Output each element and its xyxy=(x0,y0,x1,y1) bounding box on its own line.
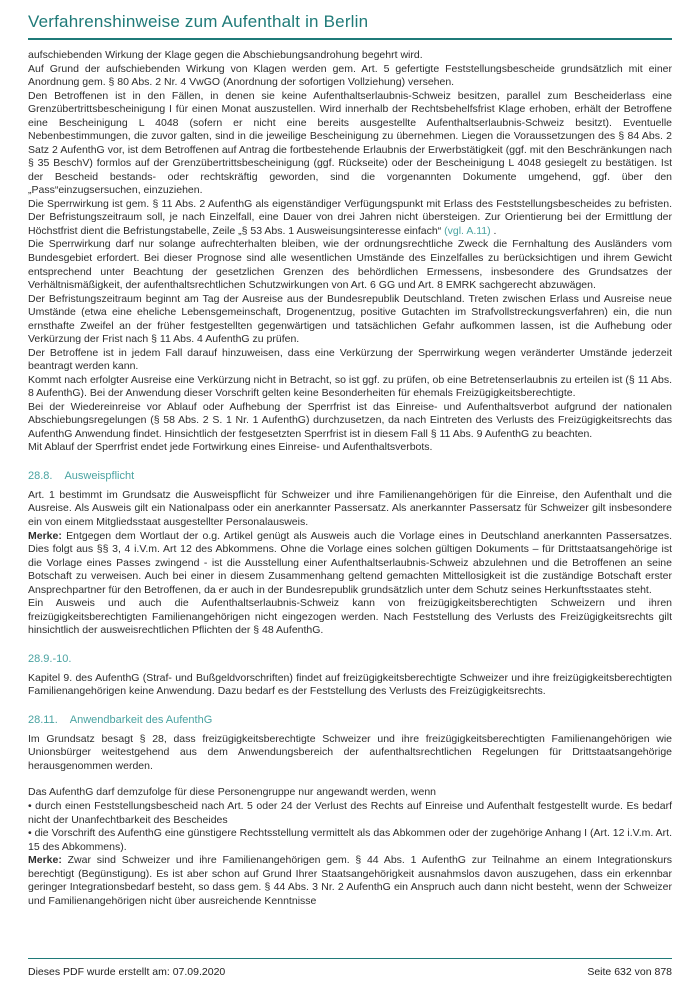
section-heading-28-11 xyxy=(28,714,672,726)
paragraph-with-reference xyxy=(28,198,672,239)
reference-link-a11[interactable]: (vgl. A.11) xyxy=(444,224,491,237)
paragraph: Der Befristungszeitraum beginnt am Tag der Ausreise aus der Bundesrepublik Deutschland. Treten zwischen Erlass und Ausreise neue Umstände (etwa eine eheliche Lebensgemeinschaft, Drogenentzug, positive Gutachten im Strafvollstreckungsverfahren) ein, die nun ernsthafte Zweifel an der früher festgestellten gegenwärtigen und tatsächlichen Gefahr aufkommen lassen, ist die Aufhebung oder Verkürzung der Frist nach § 11 Abs. 4 AufenthG zu prüfen. xyxy=(28,292,672,346)
section-heading-28-8 xyxy=(28,470,672,482)
page-footer xyxy=(28,958,672,978)
footer-divider xyxy=(28,958,672,959)
section-number: 28.11. xyxy=(28,713,58,726)
footer-page-number: Seite 632 von 878 xyxy=(587,966,672,978)
bullet-item: • durch einen Feststellungsbescheid nach Art. 5 oder 24 der Verlust des Rechts auf Einreise und Aufenthalt festgestellt wurde. Es bedarf nicht der Unanfechtbarkeit des Bescheides xyxy=(28,799,672,826)
footer-row xyxy=(28,966,672,978)
paragraph: Die Sperrwirkung darf nur solange aufrechterhalten bleiben, wie der ordnungsrechtliche Zweck die Fernhaltung des Ausländers vom Bundesgebiet erfordert. Bei dieser Prognose sind alle wesentlichen Umstände des Einzelfalles zu berücksichtigen und ihrem Gewicht entsprechend unter Beachtung der gesetzlichen Grenzen des behördlichen Ermessens, insbesondere des Grundsatzes der Verhältnismäßigkeit, der aufenthaltsrechtlichen Schutzwirkungen von Art. 6 GG und Art. 8 EMRK sachgerecht abzuwägen. xyxy=(28,238,672,292)
paragraph: Den Betroffenen ist in den Fällen, in denen sie keine Aufenthaltserlaubnis-Schweiz besitzen, parallel zum Bescheiderlass eine Grenzübertrittsbescheinigung I für einen Monat auszustellen. Wird innerhalb der Rechtsbehelfsfrist Klage erhoben, erhält der Betroffene eine Bescheinigung L 4048 (sofern er nicht eine bereits ausgestellte Aufenthaltserlaubnis-Schweiz besitzt). Eventuelle Nebenbestimmungen, die zuvor galten, sind in die jeweilige Bescheinigung zu übernehmen. Liegen die Voraussetzungen des § 84 Abs. 2 Satz 2 AufenthG vor, ist dem Betroffenen auf Antrag die fortbestehende Erlaubnis der Erwerbstätigkeit (ggf. mit den Beschränkungen nach § 35 BeschV) formlos auf der Grenzübertrittsbescheinigung (ggf. Rückseite) oder der Bescheinigung L 4048 gesiegelt zu bestätigen. Ist der Bescheid bestands- oder rechtskräftig geworden, sind die vorgenannten Dokumente umgehend, ggf. über den „Pass“einzugsersuchen, einzuziehen. xyxy=(28,89,672,197)
section-title: Anwendbarkeit des AufenthG xyxy=(69,713,213,726)
paragraph-text: Die Sperrwirkung ist gem. § 11 Abs. 2 AufenthG als eigenständiger Verfügungspunkt mit Erlass des Feststellungsbescheides zu befristen. Der Befristungszeitraum soll, je nach Einzelfall, eine Dauer von drei Jahren nicht übersteigen. Zur Orientierung bei der Ermittlung der Höchstfrist dient die Befristungstabelle, Zeile „§ 53 Abs. 1 Ausweisungsinteresse einfach“ xyxy=(28,197,672,237)
document-body xyxy=(28,49,672,908)
merke-paragraph xyxy=(28,530,672,598)
section-heading-28-9-10 xyxy=(28,653,672,665)
merke-label: Merke: xyxy=(28,854,62,867)
paragraph: Ein Ausweis und auch die Aufenthaltserlaubnis-Schweiz kann von freizügigkeitsberechtigten Schweizern und ihren freizügigkeitsberechtigten Familienangehörigen nicht eingezogen werden. Nach Feststellung des Verlusts des Freizügigkeitsrechts gilt hinsichtlich der ausweisrechtlichen Pflichten der § 48 AufenthG. xyxy=(28,597,672,637)
paragraph: Der Betroffene ist in jedem Fall darauf hinzuweisen, dass eine Verkürzung der Sperrwirkung wegen veränderter Umstände jederzeit beantragt werden kann. xyxy=(28,346,672,373)
paragraph: Bei der Wiedereinreise vor Ablauf oder Aufhebung der Sperrfrist ist das Einreise- und Aufenthaltsverbot aufgrund der nationalen Abschiebungsregelungen (§ 58 Abs. 2 S. 1 Nr. 1 AufenthG) durchzusetzen, da nach Eintreten des Verlusts des Freizügigkeitsrechts das AufenthG Anwendung findet. Hinsichtlich der festgesetzten Sperrfrist ist in diesem Fall § 11 Abs. 9 AufenthG zu beachten. xyxy=(28,400,672,440)
paragraph: Mit Ablauf der Sperrfrist endet jede Fortwirkung eines Einreise- und Aufenthaltsverbots. xyxy=(28,441,433,454)
paragraph: aufschiebenden Wirkung der Klage gegen die Abschiebungsandrohung begehrt wird. xyxy=(28,49,423,61)
paragraph: Kommt nach erfolgter Ausreise eine Verkürzung nicht in Betracht, so ist ggf. zu prüfen, ob eine Betretenserlaubnis zu erteilen ist (§ 11 Abs. 8 AufenthG). Bei der Anwendung dieser Vorschrift gelten keine Besonderheiten für ehemals Freizügigkeitsberechtigte. xyxy=(28,373,672,400)
document-title: Verfahrenshinweise zum Aufenthalt in Berlin xyxy=(28,12,369,31)
merke-text: Entgegen dem Wortlaut der o.g. Artikel genügt als Ausweis auch die Vorlage eines in Deutschland anerkannten Passersatzes. Dies folgt aus §§ 3, 4 i.V.m. Art 12 des Abkommens. Ohne die Vorlage eines solchen gültigen Dokuments – für Drittstaatsangehörige ist die Vorlage eines Passes zwingend - ist die Ausstellung einer Aufenthaltserlaubnis-Schweiz abzulehnen und die Betroffenen an seine Botschaft zu verweisen. Auch bei einer in diesem Zusammenhang geltend gemachten Mittellosigkeit ist die zuständige Botschaft erster Ansprechpartner für den Betroffenen, da er auch in der Bundesrepublik grundsätzlich unter dem Schutz seines Herkunftsstaates steht. xyxy=(28,529,672,596)
page-header xyxy=(28,12,672,40)
section-title: Ausweispflicht xyxy=(64,469,135,482)
section-number: 28.9.-10. xyxy=(28,652,72,665)
paragraph-text: . xyxy=(490,224,497,237)
merke-label: Merke: xyxy=(28,529,62,542)
title-divider xyxy=(28,38,672,40)
paragraph: Art. 1 bestimmt im Grundsatz die Ausweispflicht für Schweizer und ihre Familienangehörigen für die Einreise, den Aufenthalt und die Ausreise. Als Ausweis gilt ein Nationalpass oder ein anerkannter Passersatz. Als anerkannter Passersatz für Schweizer gilt insbesondere ein von einem Mitgliedsstaat ausgestellter Personalausweis. xyxy=(28,488,672,528)
paragraph: Im Grundsatz besagt § 28, dass freizügigkeitsberechtigte Schweizer und ihre freizügigkeitsberechtigten Familienangehörigen wie Unionsbürger weitestgehend aus dem Anwendungsbereich der aufenthaltsrechtlichen Regelungen für Drittstaatsangehörige herausgenommen werden. xyxy=(28,732,672,772)
paragraph: Auf Grund der aufschiebenden Wirkung von Klagen werden gem. Art. 5 gefertigte Feststellungsbescheide grundsätzlich mit einer Anordnung gem. § 80 Abs. 2 Nr. 4 VwGO (Anordnung der sofortigen Vollziehung) versehen. xyxy=(28,62,672,89)
merke-paragraph xyxy=(28,854,672,908)
paragraph: Kapitel 9. des AufenthG (Straf- und Bußgeldvorschriften) findet auf freizügigkeitsberechtigte Schweizer und ihre freizügigkeitsberechtigten Familienangehörigen keine Anwendung. Dazu bedarf es der Feststellung des Verlusts des Freizügigkeitsrechts. xyxy=(28,671,672,698)
paragraph: Das AufenthG darf demzufolge für diese Personengruppe nur angewandt werden, wenn xyxy=(28,786,437,799)
merke-text: Zwar sind Schweizer und ihre Familienangehörigen gem. § 44 Abs. 1 AufenthG zur Teilnahme an einem Integrationskurs berechtigt (Begünstigung). Es ist aber schon auf Grund Ihrer Staatsangehörigkeit ausnahmslos davon auszugehen, dass ein erkennbar geringer Integrationsbedarf besteht, so dass gem. § 44 Abs. 3 Nr. 2 AufenthG ein Anspruch auch dann nicht besteht, wenn der Schweizer und Familienangehörigen nicht über ausreichende Kenntnisse xyxy=(28,854,672,907)
bullet-item: • die Vorschrift des AufenthG eine günstigere Rechtsstellung vermittelt als das Abkommen oder der zugehörige Anhang I (Art. 12 i.V.m. Art. 15 des Abkommens). xyxy=(28,827,672,853)
paragraph-spacer xyxy=(28,773,672,786)
footer-created-date: Dieses PDF wurde erstellt am: 07.09.2020 xyxy=(28,966,226,978)
section-number: 28.8. xyxy=(28,469,53,482)
